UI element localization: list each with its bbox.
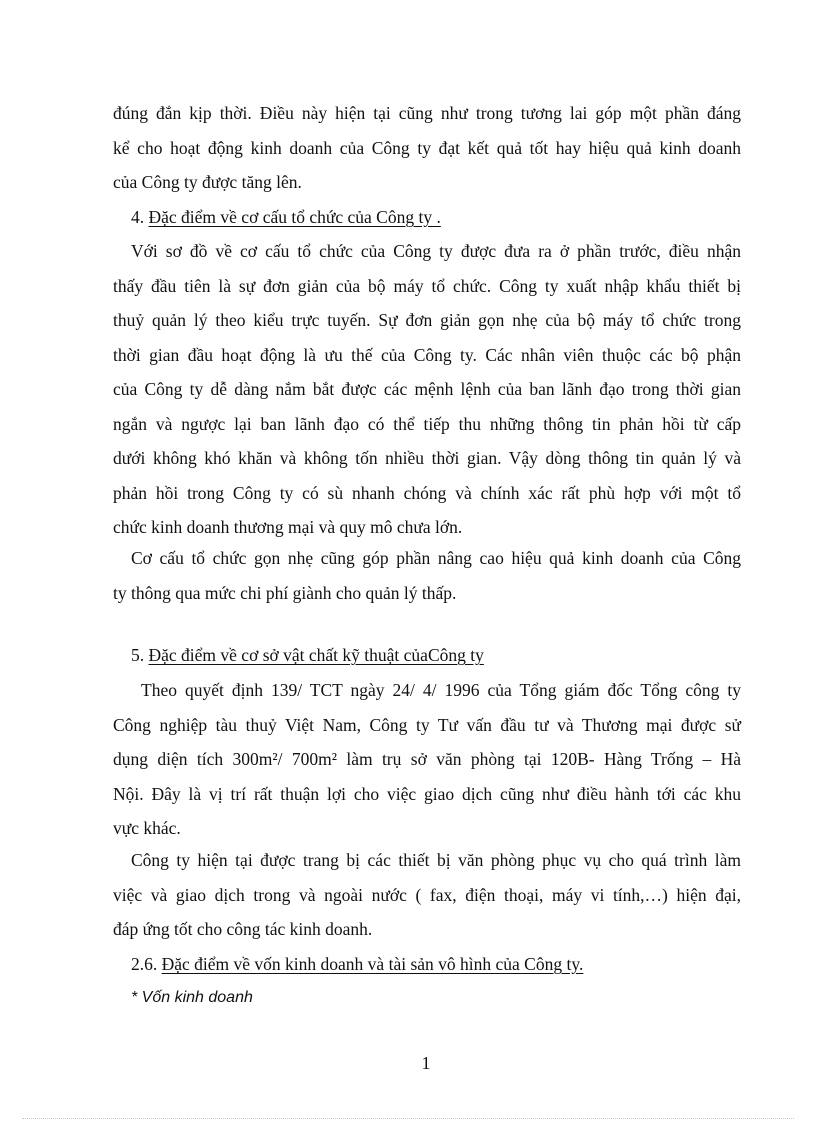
text-line: dụng diện tích 300m²/ 700m² làm trụ sở văn phòng tại 120B- Hàng Trống – Hà	[113, 749, 741, 769]
paragraph-2	[113, 234, 741, 545]
heading-number: 4.	[131, 207, 149, 227]
subheading-capital: * Vốn kinh doanh	[131, 989, 253, 1006]
text-line: chức kinh doanh thương mại và quy mô chưa lớn.	[113, 517, 463, 537]
text-line: ngắn và ngược lại ban lãnh đạo có thể tiếp thu những thông tin phản hồi từ cấp	[113, 413, 741, 434]
footer-divider	[22, 1118, 794, 1119]
heading-number: 5.	[131, 645, 149, 665]
text-line: đúng đắn kịp thời. Điều này hiện tại cũng như trong tương lai góp một phần đáng	[113, 103, 741, 123]
text-line: kể cho hoạt động kinh doanh của Công ty đạt kết quả tốt hay hiệu quả kinh doanh	[113, 137, 741, 158]
paragraph-5	[113, 843, 741, 947]
text-line: Theo quyết định 139/ TCT ngày 24/ 4/ 1996 của Tổng giám đốc Tổng công ty	[141, 680, 741, 700]
text-line: Công ty hiện tại được trang bị các thiết bị văn phòng phục vụ cho quá trình làm	[131, 850, 741, 870]
page-number: 1	[421, 1053, 431, 1073]
text-line: Cơ cấu tổ chức gọn nhẹ cũng góp phần nâng cao hiệu quả kinh doanh của Công	[131, 548, 741, 568]
heading-title: Đặc điểm về cơ sở vật chất kỹ thuật củaCông ty	[148, 645, 484, 665]
text-line: Nội. Đây là vị trí rất thuận lợi cho việc giao dịch cũng như điều hành tới các khu	[113, 783, 741, 804]
text-line: của Công ty được tăng lên.	[113, 172, 302, 192]
heading-number: 2.6.	[131, 954, 162, 974]
text-line: Công nghiệp tàu thuỷ Việt Nam, Công ty Tư vấn đầu tư và Thương mại được sử	[113, 714, 741, 735]
paragraph-4	[113, 673, 741, 846]
heading-title: Đặc điểm về cơ cấu tổ chức của Công ty .	[148, 207, 441, 227]
heading-title: Đặc điểm về vốn kinh doanh và tài sản vô hình của Công ty.	[161, 954, 584, 974]
text-line: vực khác.	[113, 818, 181, 838]
text-line: thuỷ quản lý theo kiểu trực tuyến. Sự đơn giản gọn nhẹ của bộ máy tổ chức trong	[113, 310, 741, 330]
text-line: Với sơ đồ về cơ cấu tổ chức của Công ty được đưa ra ở phần trước, điều nhận	[131, 241, 741, 261]
text-line: đáp ứng tốt cho công tác kinh doanh.	[113, 919, 373, 939]
text-line: thời gian đầu hoạt động là ưu thế của Công ty. Các nhân viên thuộc các bộ phận	[113, 344, 741, 365]
text-line: việc và giao dịch trong và ngoài nước ( fax, điện thoại, máy vi tính,…) hiện đại,	[113, 884, 741, 905]
text-line: thấy đầu tiên là sự đơn giản của bộ máy tổ chức. Công ty xuất nhập khẩu thiết bị	[113, 275, 741, 296]
heading-5	[131, 638, 484, 673]
text-line: phản hồi trong Công ty có sù nhanh chóng và chính xác rất phù hợp với một tổ	[113, 482, 741, 503]
text-line: của Công ty dễ dàng nắm bắt được các mệnh lệnh của ban lãnh đạo trong thời gian	[113, 379, 741, 399]
paragraph-1	[113, 96, 741, 200]
heading-2-6	[131, 947, 583, 982]
paragraph-3	[113, 541, 741, 610]
text-line: ty thông qua mức chi phí giành cho quản lý thấp.	[113, 582, 457, 603]
heading-4	[131, 200, 441, 235]
text-line: dưới không khó khăn và không tốn nhiều thời gian. Vậy dòng thông tin quản lý và	[113, 448, 741, 468]
